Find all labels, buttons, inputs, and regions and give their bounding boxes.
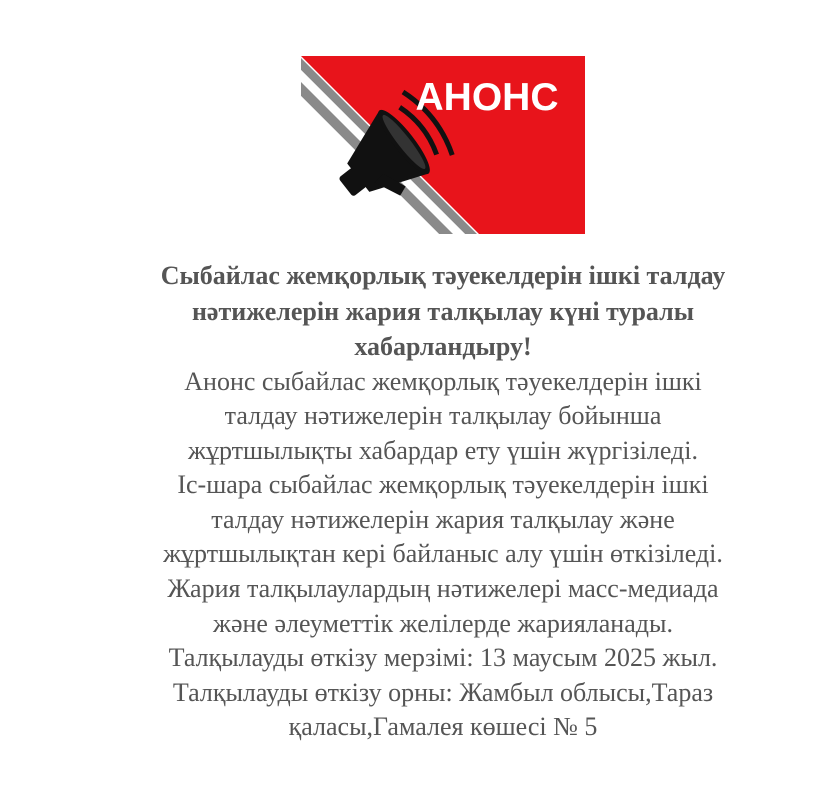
event-location-line: Талқылауды өткізу орны: Жамбыл облысы,Тараз [172,677,714,707]
announcement-body [100,365,786,746]
announcement-title [100,258,786,365]
announcement-banner-graphic [301,56,585,234]
announcement-banner [301,56,585,234]
title-line: Сыбайлас жемқорлық тәуекелдерін ішкі талдау [160,261,726,290]
title-line: хабарландыру! [354,332,532,361]
body-line: және әлеуметтік желілерде жарияланады. [213,608,673,638]
body-line: жұртшылықтан кері байланыс алу үшін өткізіледі. [163,539,723,569]
body-line: жұртшылықты хабардар ету үшін жүргізіледі. [188,435,698,465]
announcement-text [100,258,786,745]
body-line: Анонс сыбайлас жемқорлық тәуекелдерін ішкі [184,366,702,396]
banner-label: АНОНС [415,76,559,119]
event-date-line: Талқылауды өткізу мерзімі: 13 маусым 2025 жыл. [168,643,718,673]
body-line: Іс-шара сыбайлас жемқорлық тәуекелдерін ішкі [177,470,709,500]
body-line: Жария талқылаулардың нәтижелері масс-медиада [167,574,719,604]
title-line: нәтижелерін жария талқылау күні туралы [191,296,695,326]
body-line: талдау нәтижелерін талқылау бойынша [224,401,662,431]
body-line: талдау нәтижелерін жария талқылау және [211,504,675,534]
event-location-line: қаласы,Гамалея көшесі № 5 [288,712,598,742]
